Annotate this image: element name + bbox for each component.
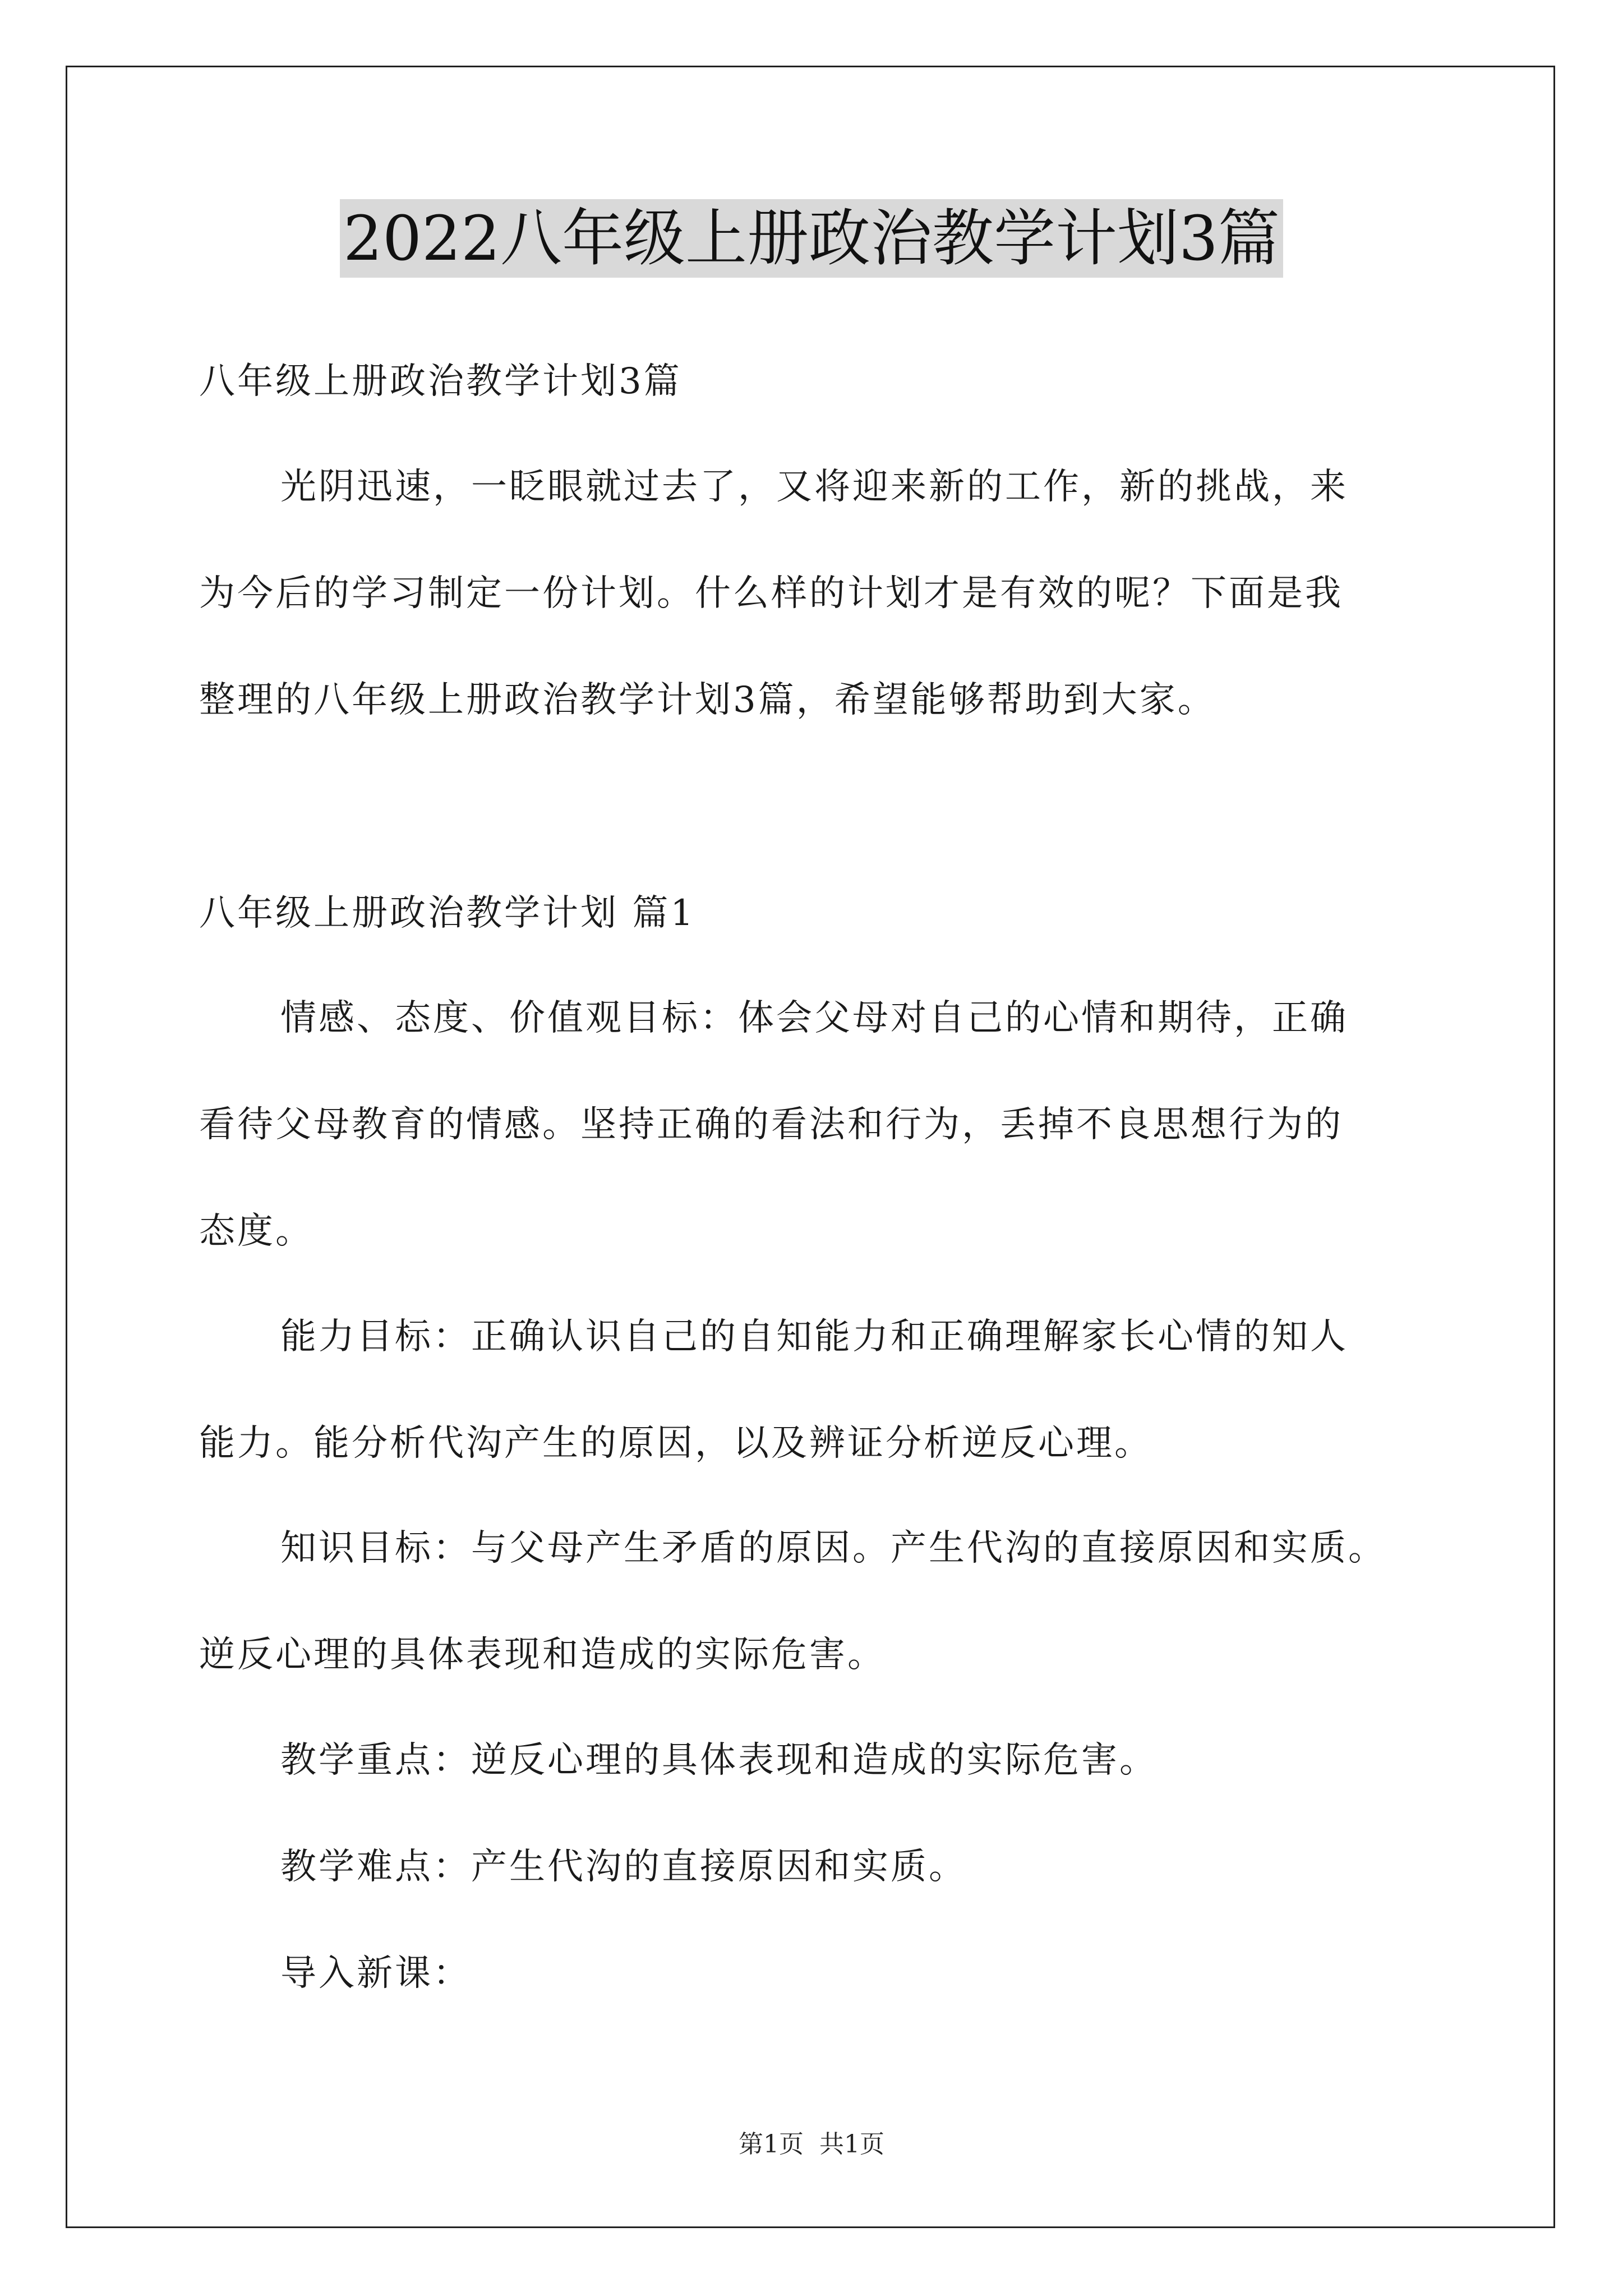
section-line-3: 态度。 — [199, 1211, 313, 1252]
section-line-7: 逆反心理的具体表现和造成的实际危害。 — [199, 1634, 886, 1676]
section-line-8: 教学重点：逆反心理的具体表现和造成的实际危害。 — [280, 1740, 1158, 1781]
section-line-1: 情感、态度、价值观目标：体会父母对自己的心情和期待，正确 — [280, 997, 1348, 1039]
section-line-5: 能力。能分析代沟产生的原因，以及辨证分析逆反心理。 — [199, 1423, 1152, 1464]
page-total: 共1页 — [819, 2130, 884, 2159]
page-number: 第1页 — [739, 2130, 804, 2159]
document-title: 2022八年级上册政治教学计划3篇 — [340, 199, 1283, 278]
section-line-9: 教学难点：产生代沟的直接原因和实质。 — [280, 1846, 967, 1888]
section-line-10: 导入新课： — [280, 1953, 471, 1994]
section-line-2: 看待父母教育的情感。坚持正确的看法和行为，丢掉不良思想行为的 — [199, 1104, 1343, 1145]
page-footer — [0, 2129, 1623, 2160]
intro-line-2: 为今后的学习制定一份计划。什么样的计划才是有效的呢？下面是我 — [199, 573, 1343, 614]
section-line-6: 知识目标：与父母产生矛盾的原因。产生代沟的直接原因和实质。 — [280, 1527, 1386, 1569]
intro-line-3: 整理的八年级上册政治教学计划3篇，希望能够帮助到大家。 — [199, 679, 1216, 721]
section-line-4: 能力目标：正确认识自己的自知能力和正确理解家长心情的知人 — [280, 1316, 1348, 1358]
intro-line-1: 光阴迅速，一眨眼就过去了，又将迎来新的工作，新的挑战，来 — [280, 466, 1348, 508]
section-heading: 八年级上册政治教学计划 篇1 — [199, 892, 696, 934]
document-subtitle: 八年级上册政治教学计划3篇 — [199, 361, 682, 402]
title-container — [0, 199, 1623, 278]
